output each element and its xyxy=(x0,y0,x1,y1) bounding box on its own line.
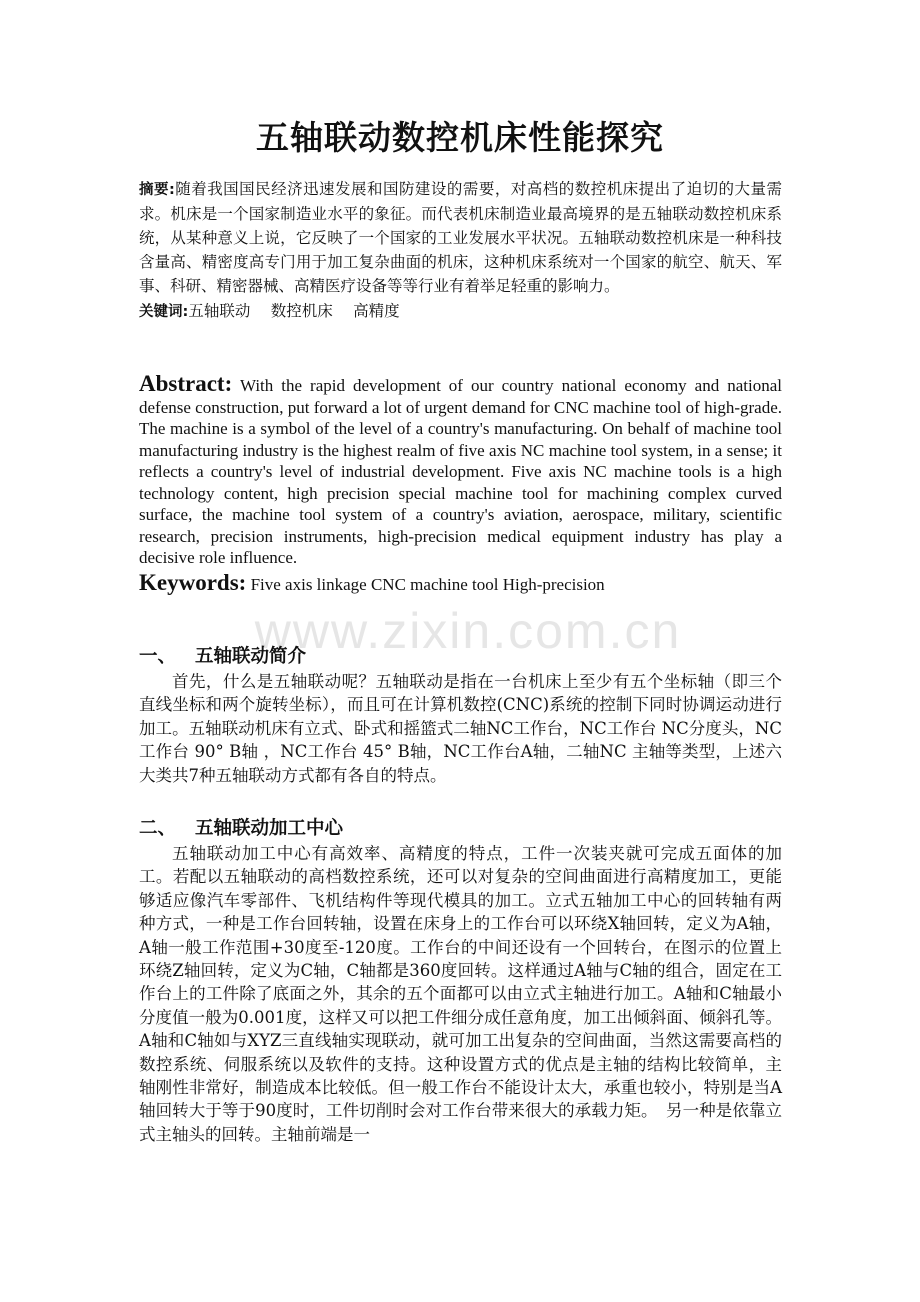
keywords-cn xyxy=(139,299,782,324)
abstract-en-label: Abstract: xyxy=(139,371,233,396)
section-number: 二、 xyxy=(139,818,177,839)
keywords-en xyxy=(139,569,782,596)
abstract-en xyxy=(139,373,782,595)
keywords-en-text: Five axis linkage CNC machine tool High-precision xyxy=(250,574,605,594)
section-1 xyxy=(139,642,782,787)
section-heading xyxy=(139,814,782,840)
section-2 xyxy=(139,814,782,1146)
keywords-en-label: Keywords: xyxy=(139,569,247,595)
keywords-cn-text: 五轴联动 数控机床 高精度 xyxy=(188,302,400,320)
abstract-cn-text: 随着我国国民经济迅速发展和国防建设的需要，对高档的数控机床提出了迫切的大量需求。机床是一个国家制造业水平的象征。而代表机床制造业最高境界的是五轴联动数控机床系统，从某种意义上说，它反映了一个国家的工业发展水平状况。五轴联动数控机床是一种科技含量高、精密度高专门用于加工复杂曲面的机床，这种机床系统对一个国家的航空、航天、军事、科研、精密器械、高精医疗设备等等行业有着举足轻重的影响力。 xyxy=(139,180,782,295)
page-title: 五轴联动数控机床性能探究 xyxy=(256,118,664,157)
section-body: 五轴联动加工中心有高效率、高精度的特点，工件一次装夹就可完成五面体的加工。若配以五轴联动的高档数控系统，还可以对复杂的空间曲面进行高精度加工，更能够适应像汽车零部件、飞机结构件等现代模具的加工。立式五轴加工中心的回转轴有两种方式，一种是工作台回转轴，设置在床身上的工作台可以环绕X轴回转，定义为A轴，A轴一般工作范围+30度至-120度。工作台的中间还设有一个回转台，在图示的位置上环绕Z轴回转，定义为C轴，C轴都是360度回转。这样通过A轴与C轴的组合，固定在工作台上的工件除了底面之外，其余的五个面都可以由立式主轴进行加工。A轴和C轴最小分度值一般为0.001度，这样又可以把工件细分成任意角度，加工出倾斜面、倾斜孔等。A轴和C轴如与XYZ三直线轴实现联动，就可加工出复杂的空间曲面，当然这需要高档的数控系统、伺服系统以及软件的支持。这种设置方式的优点是主轴的结构比较简单，主轴刚性非常好，制造成本比较低。但一般工作台不能设计太大，承重也较小，特别是当A轴回转大于等于90度时，工件切削时会对工作台带来很大的承载力矩。 另一种是依靠立式主轴头的回转。主轴前端是一 xyxy=(139,844,782,1144)
section-title: 五轴联动加工中心 xyxy=(195,818,344,839)
section-number: 一、 xyxy=(139,646,177,667)
keywords-cn-label: 关键词: xyxy=(139,304,189,320)
abstract-cn-paragraph xyxy=(139,177,782,298)
section-body: 首先，什么是五轴联动呢？五轴联动是指在一台机床上至少有五个坐标轴（即三个直线坐标和两个旋转坐标），而且可在计算机数控(CNC)系统的控制下同时协调运动进行加工。五轴联动机床有立式、卧式和摇篮式二轴NC工作台，NC工作台 NC分度头，NC工作台 90° B轴 ，NC工作台 45° B轴，NC工作台A轴，二轴NC 主轴等类型，上述六大类共7种五轴联动方式都有各自的特点。 xyxy=(139,672,782,785)
section-heading xyxy=(139,642,782,668)
watermark: www.zixin.com.cn xyxy=(254,603,682,659)
abstract-en-paragraph xyxy=(139,373,782,569)
abstract-en-text: With the rapid development of our country national economy and national defense construction, put forward a lot of urgent demand for CNC machine tool of high-grade. The machine is a symbol of the level of a country's manufacturing. On behalf of machine tool manufacturing industry is the highest realm of five axis NC machine tool system, in a sense; it reflects a country's level of industrial development. Five axis NC machine tools is a high technology content, high precision special machine tool for machining complex curved surface, the machine tool system of a country's aviation, aerospace, military, scientific research, precision instruments, high-precision medical equipment industry has play a decisive role influence. xyxy=(139,376,782,567)
abstract-cn xyxy=(139,177,782,324)
abstract-cn-label: 摘要: xyxy=(139,182,175,198)
section-title: 五轴联动简介 xyxy=(195,646,307,667)
